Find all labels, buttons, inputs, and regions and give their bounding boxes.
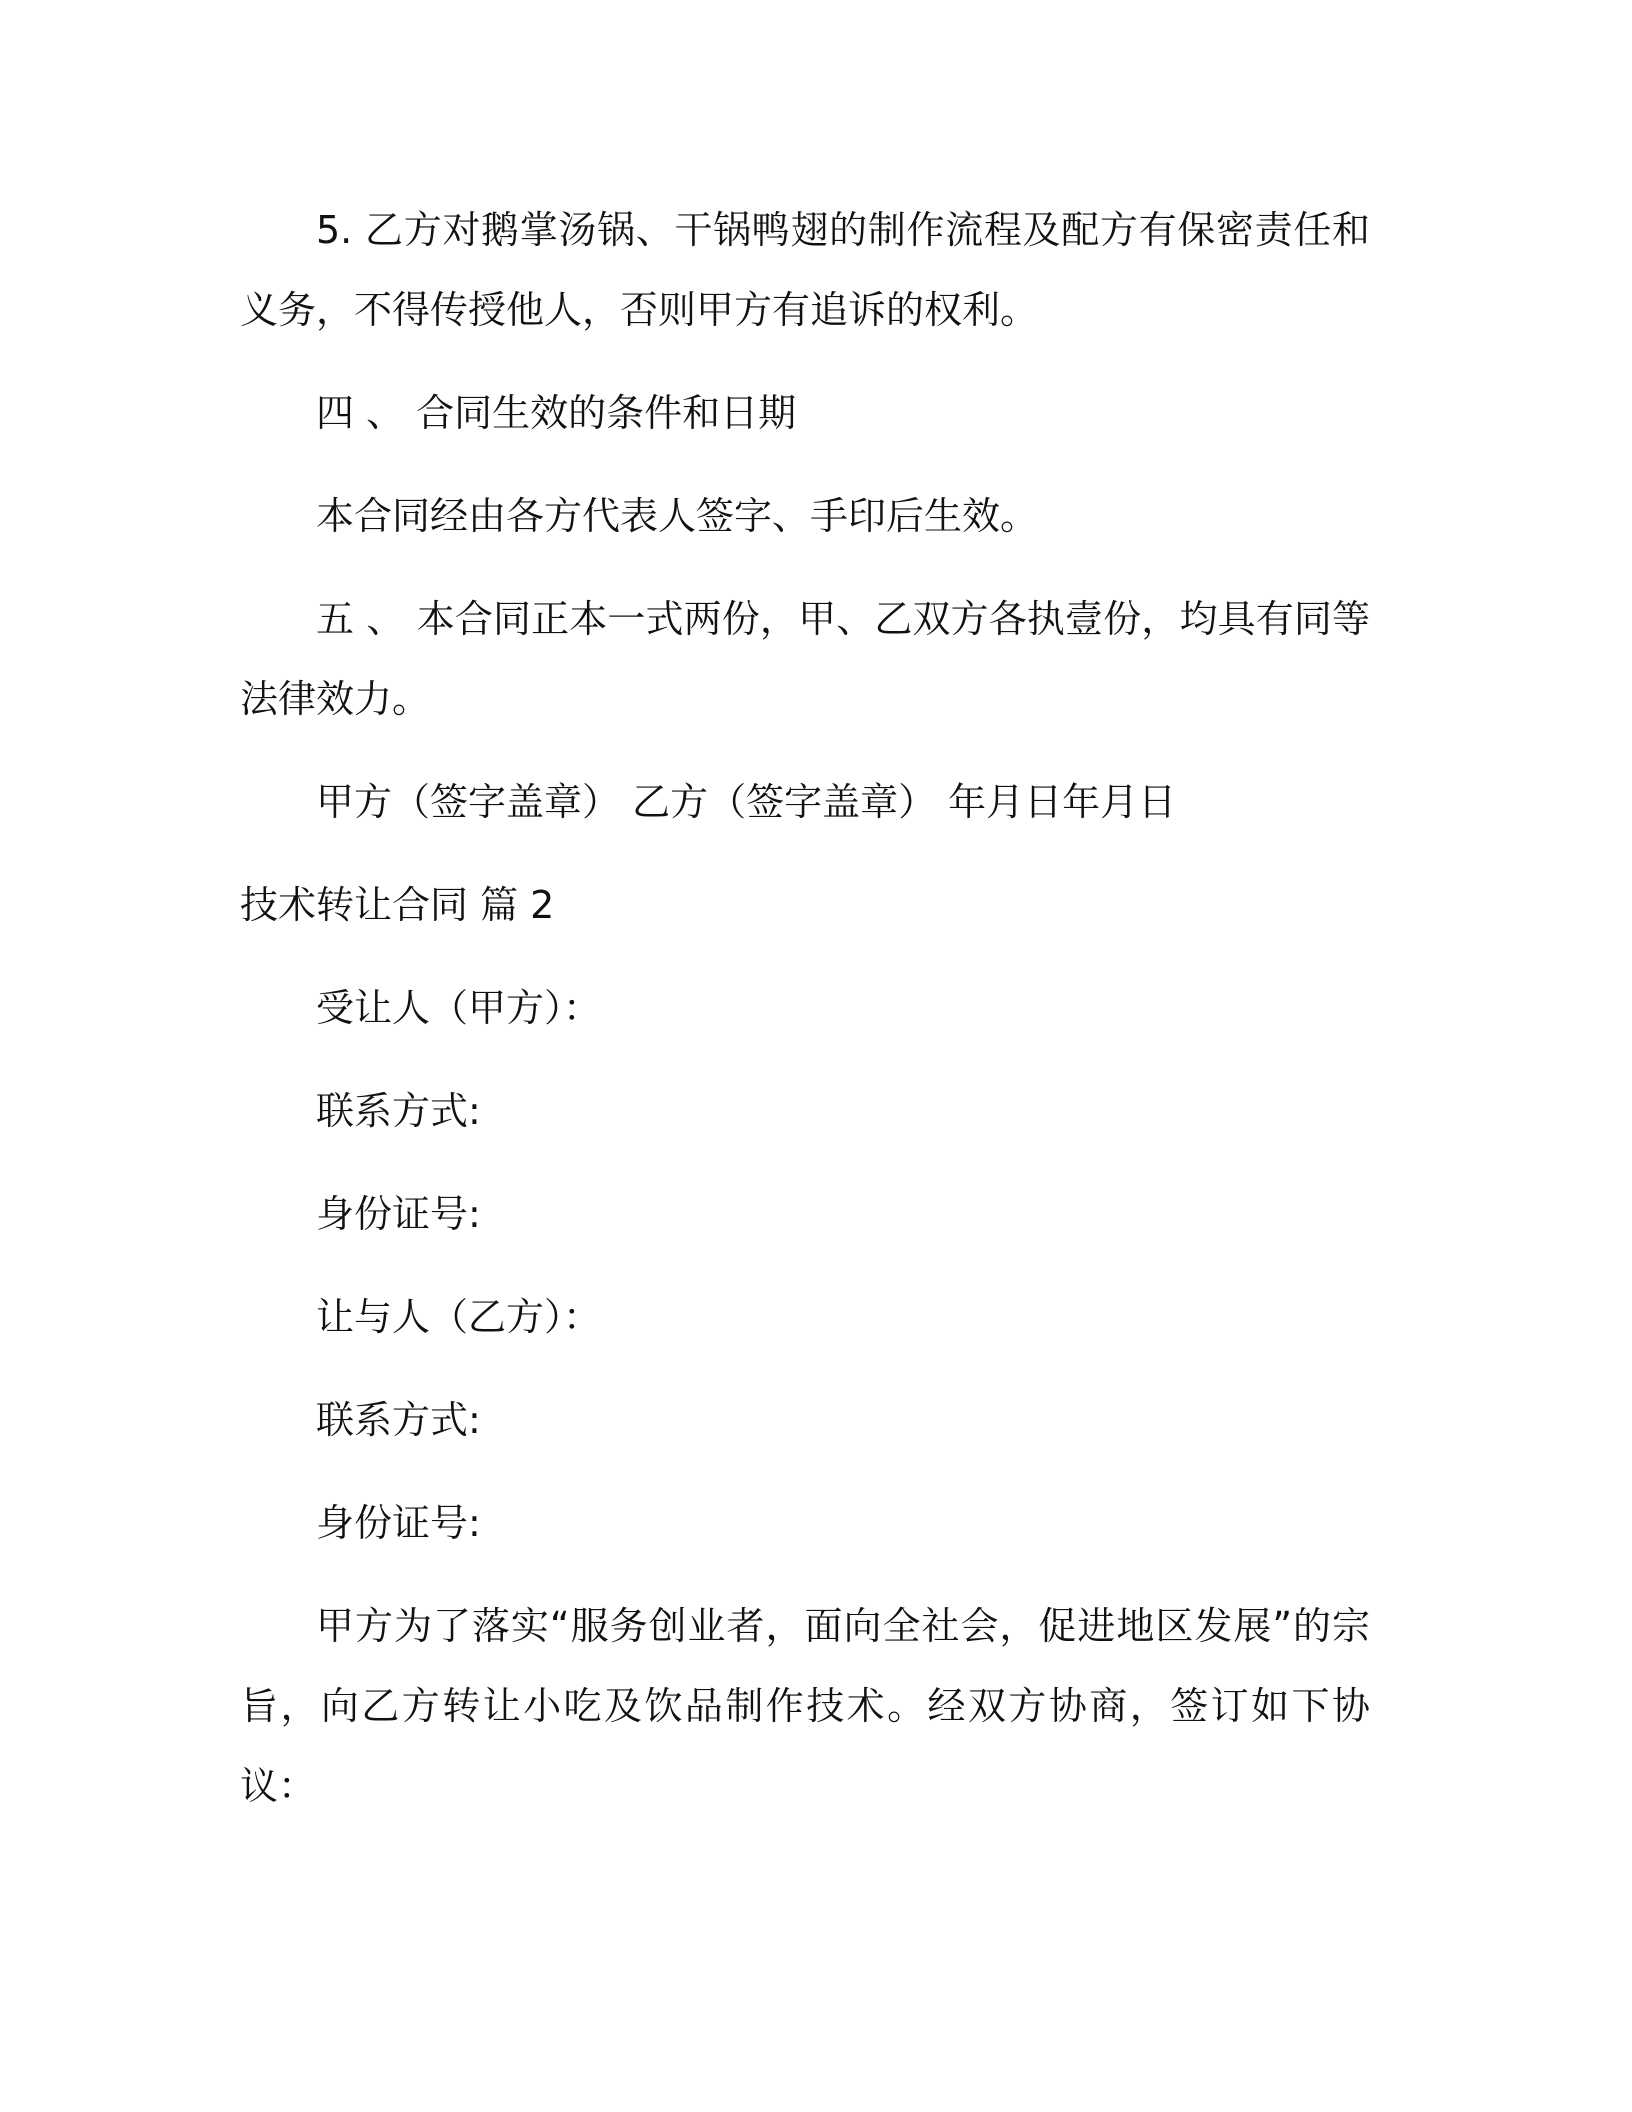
party-b-contact: 联系方式: [316, 1398, 481, 1442]
clause-5-confidentiality: 5. 乙方对鹅掌汤锅、干锅鸭翅的制作流程及配方有保密责任和义务，不得传授他人，否则甲方有追诉的权利。 [240, 208, 1370, 332]
section-5-copies: 五 、 本合同正本一式两份，甲、乙双方各执壹份，均具有同等法律效力。 [240, 597, 1370, 721]
party-b-label: 让与人（乙方）： [316, 1295, 602, 1339]
party-b-id: 身份证号: [316, 1501, 481, 1545]
section-4-heading: 四 、 合同生效的条件和日期 [316, 391, 797, 435]
party-a-label: 受让人（甲方）： [316, 986, 602, 1030]
contract-2-title: 技术转让合同 篇 2 [240, 883, 555, 927]
section-4-body: 本合同经由各方代表人签字、手印后生效。 [316, 494, 1039, 538]
document-body [240, 190, 1370, 1849]
signature-line: 甲方（签字盖章） 乙方（签字盖章） 年月日年月日 [316, 780, 1177, 824]
party-a-id: 身份证号: [316, 1192, 481, 1236]
party-a-contact: 联系方式: [316, 1089, 481, 1133]
preamble-paragraph: 甲方为了落实“服务创业者，面向全社会，促进地区发展”的宗旨，向乙方转让小吃及饮品制作技术。经双方协商，签订如下协议： [240, 1604, 1370, 1808]
